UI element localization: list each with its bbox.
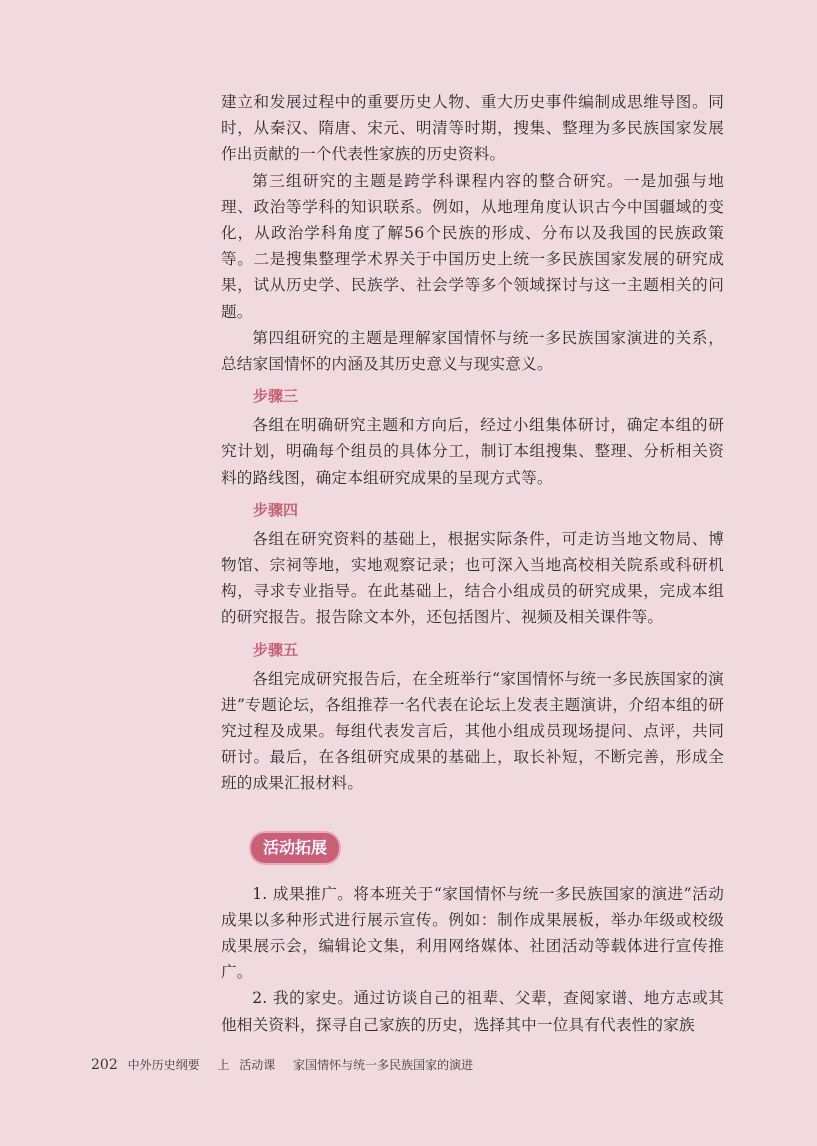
book-title: 中外历史纲要	[127, 1058, 200, 1072]
paragraph: 1. 成果推广。将本班关于“家国情怀与统一多民族国家的演进”活动成果以多种形式进行展示宣传。例如：制作成果展板，举办年级或校级成果展示会，编辑论文集，利用网络媒体、社团活动等载体进行宣传推广。	[221, 884, 724, 982]
paragraph: 各组在明确研究主题和方向后，经过小组集体研讨，确定本组的研究计划，明确每个组员的具体分工，制订本组搜集、整理、分析相关资料的路线图，确定本组研究成果的呈现方式等。	[221, 416, 724, 487]
step-heading: 步骤四	[253, 500, 299, 519]
section-label: 活动课	[239, 1058, 276, 1072]
paragraph: 第三组研究的主题是跨学科课程内容的整合研究。一是加强与地理、政治等学科的知识联系。例如，从地理角度认识古今中国疆域的变化，从政治学科角度了解56个民族的形成、分布以及我国的民族政策等。二是搜集整理学术界关于中国历史上统一多民族国家发展的研究成果，试从历史学、民族学、社会学等多个领域探讨与这一主题相关的问题。	[221, 171, 724, 321]
paragraph: 各组完成研究报告后，在全班举行“家国情怀与统一多民族国家的演进”专题论坛，各组推荐一名代表在论坛上发表主题演讲，介绍本组的研究过程及成果。每组代表发言后，其他小组成员现场提问、点评，共同研讨。最后，在各组研究成果的基础上，取长补短，不断完善，形成全班的成果汇报材料。	[221, 669, 724, 793]
section-header	[251, 833, 724, 865]
step-heading: 步骤三	[253, 387, 299, 406]
paragraph: 2. 我的家史。通过访谈自己的祖辈、父辈，查阅家谱、地方志或其他相关资料，探寻自己家族的历史，选择其中一位具有代表性的家族	[221, 989, 724, 1034]
paragraph: 第四组研究的主题是理解家国情怀与统一多民族国家演进的关系，总结家国情怀的内涵及其历史意义与现实意义。	[221, 328, 724, 374]
paragraph: 各组在研究资料的基础上，根据实际条件，可走访当地文物局、博物馆、宗祠等地，实地观察记录；也可深入当地高校相关院系或科研机构，寻求专业指导。在此基础上，结合小组成员的研究成果，完成本组的研究报告。报告除文本外，还包括图片、视频及相关课件等。	[221, 529, 724, 627]
page-footer	[91, 1056, 473, 1073]
page-content	[221, 89, 724, 1038]
page-number: 202	[91, 1057, 118, 1073]
section-badge: 活动拓展	[251, 833, 339, 863]
paragraph: 建立和发展过程中的重要历史人物、重大历史事件编制成思维导图。同时，从秦汉、隋唐、宋元、明清等时期，搜集、整理为多民族国家发展作出贡献的一个代表性家族的历史资料。	[221, 93, 724, 164]
step-heading: 步骤五	[253, 640, 299, 659]
chapter-title: 家国情怀与统一多民族国家的演进	[293, 1058, 474, 1072]
volume-label: 上	[217, 1058, 230, 1072]
